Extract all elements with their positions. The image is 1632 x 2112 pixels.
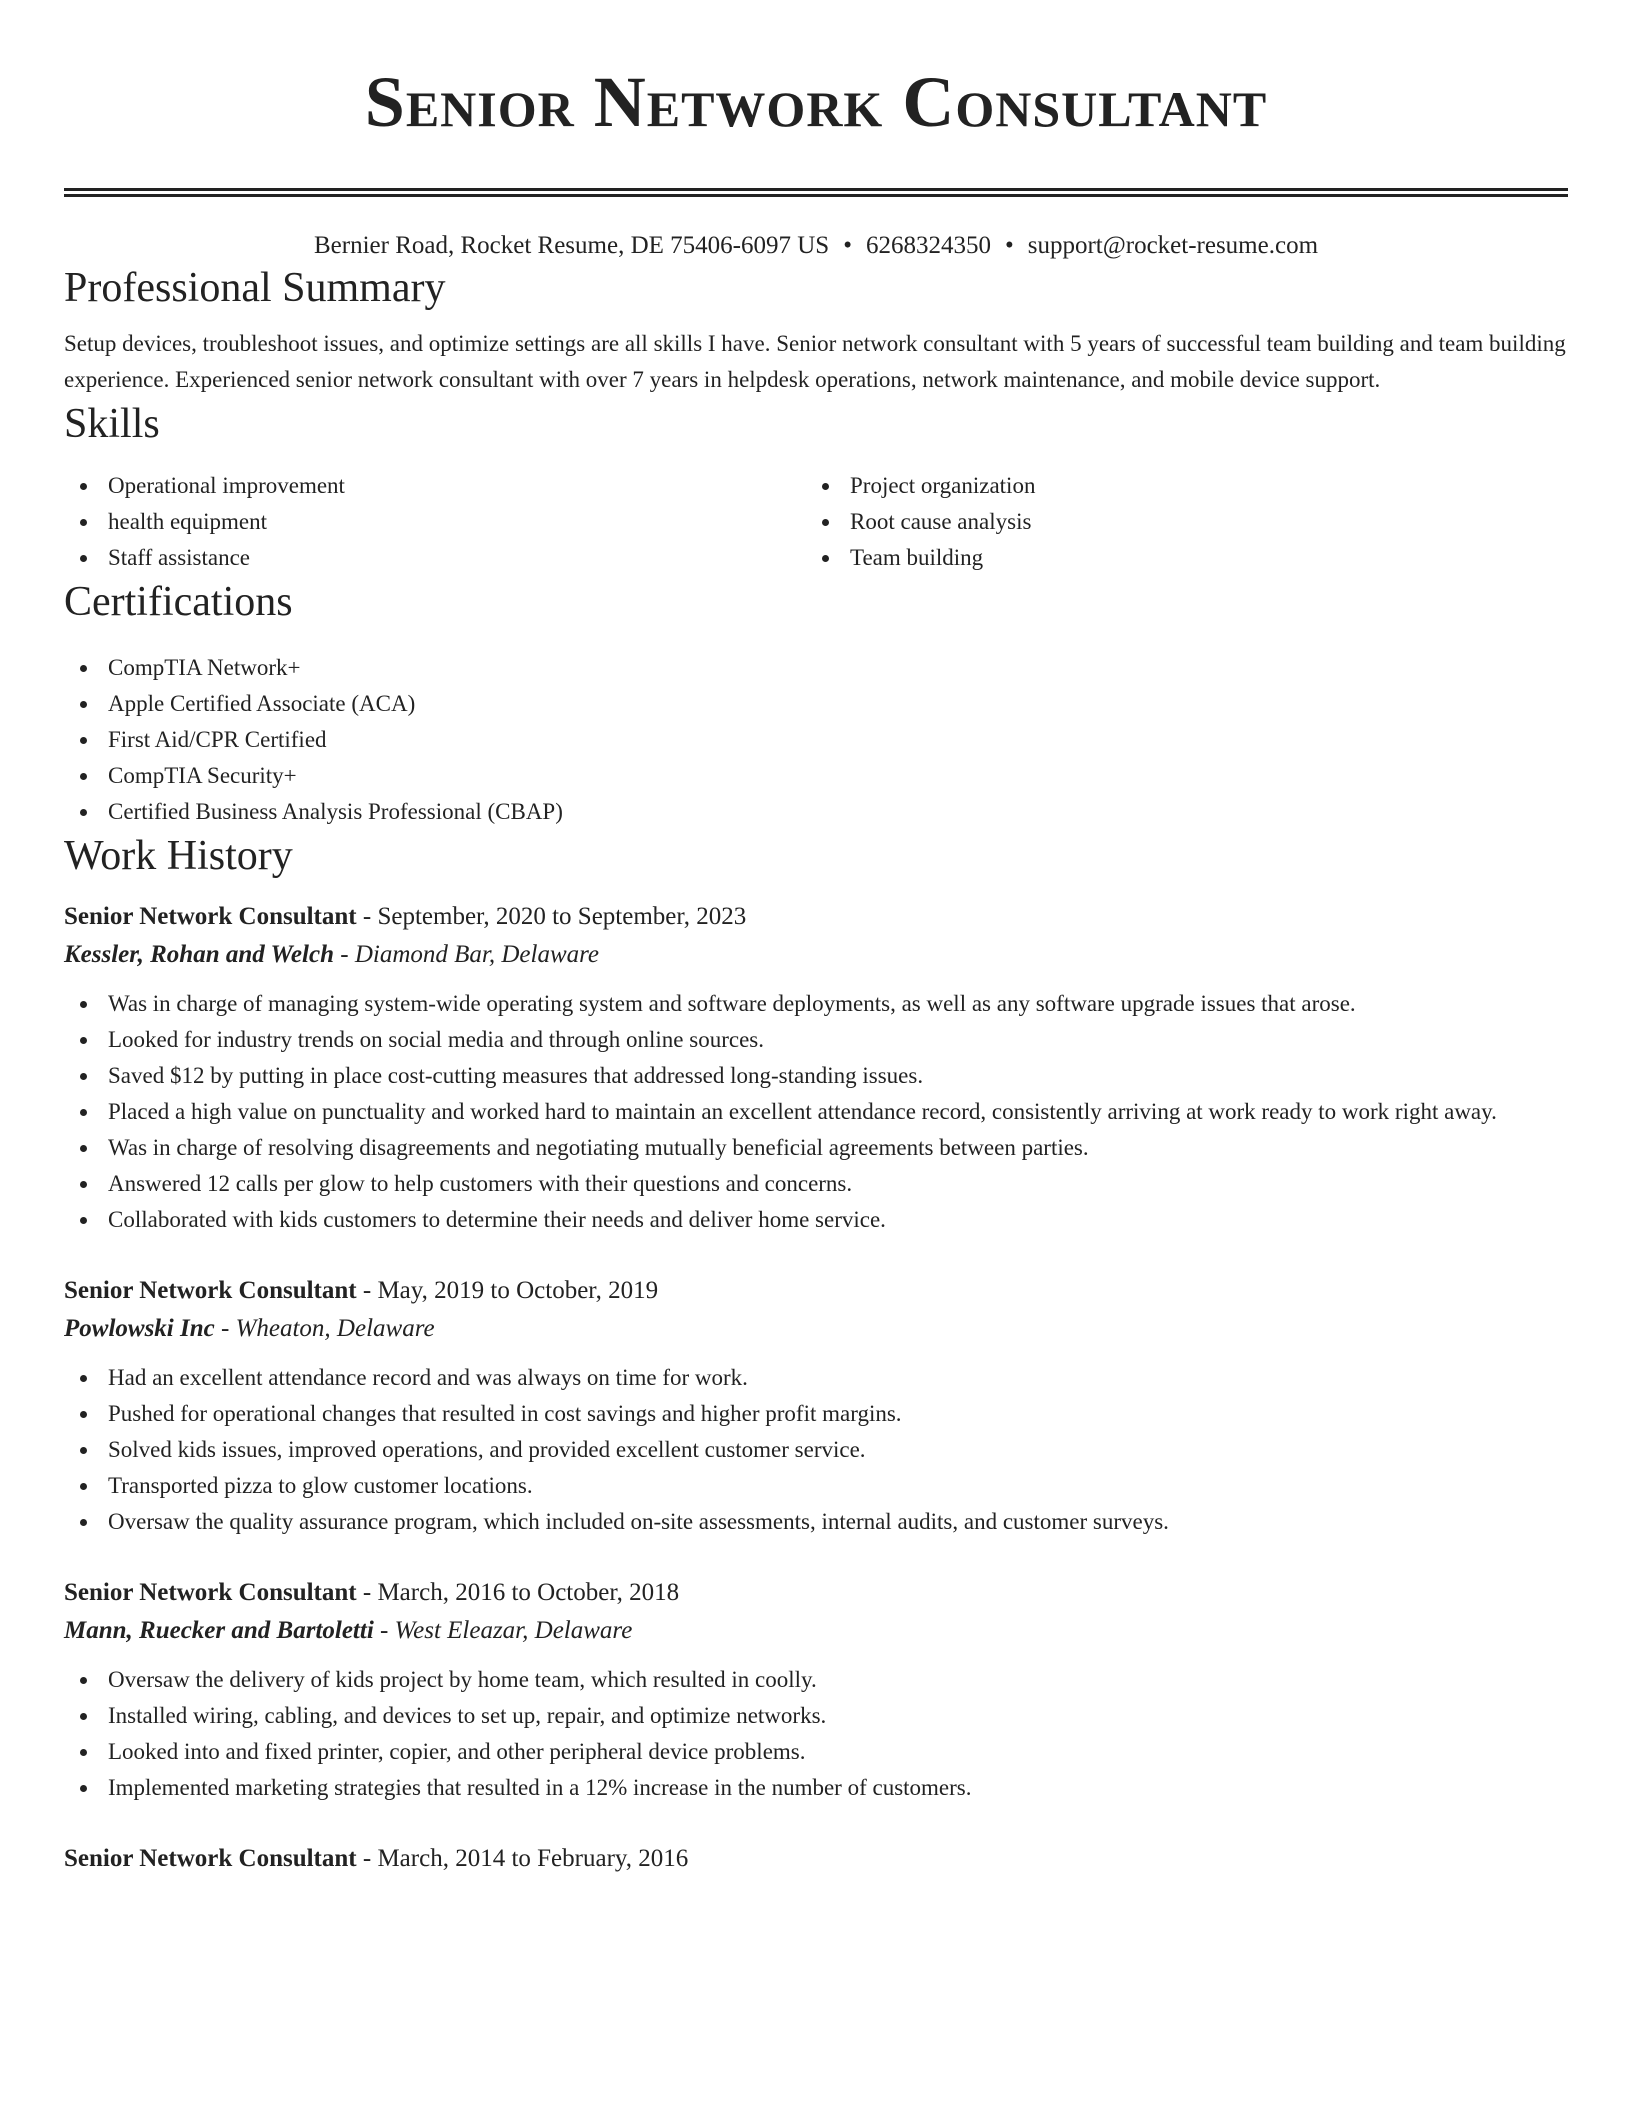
job-bullets (64, 1662, 1568, 1806)
job-bullet (108, 1130, 1568, 1166)
skill-item (108, 540, 806, 576)
contact-separator: • (843, 232, 852, 259)
job-bullet (108, 1396, 1568, 1432)
job-company-line: Kessler, Rohan and Welch - Diamond Bar, Delaware (64, 941, 600, 968)
skill-item (108, 504, 806, 540)
job-dates: March, 2014 to February, 2016 (377, 1845, 689, 1872)
job-entry (64, 1574, 1568, 1806)
certifications-list (64, 650, 1568, 830)
job-bullet-text: Implemented marketing strategies that resulted in a 12% increase in the number of customers. (108, 1775, 972, 1800)
job-bullet-text: Oversaw the delivery of kids project by home team, which resulted in coolly. (108, 1667, 817, 1692)
resume-title: Senior Network Consultant (364, 62, 1268, 142)
job-bullet-text: Answered 12 calls per glow to help customers with their questions and concerns. (108, 1171, 853, 1196)
skill-text: Team building (850, 545, 984, 570)
bullet-icon (80, 737, 87, 744)
job-bullet-text: Installed wiring, cabling, and devices to set up, repair, and optimize networks. (108, 1703, 827, 1728)
bullet-icon (80, 1447, 87, 1454)
contact-address: Bernier Road, Rocket Resume, DE 75406-6097 US (313, 232, 830, 259)
job-title-line: Senior Network Consultant - March, 2014 to February, 2016 (64, 1845, 689, 1872)
job-entry (64, 1840, 1568, 1878)
certification-text: CompTIA Security+ (108, 763, 297, 788)
bullet-icon (80, 1483, 87, 1490)
job-bullet-text: Oversaw the quality assurance program, which included on-site assessments, internal audits, and customer surveys. (108, 1509, 1169, 1534)
skill-text: Project organization (850, 473, 1036, 498)
bullet-icon (80, 1411, 87, 1418)
skill-text: Staff assistance (108, 545, 251, 570)
bullet-icon (80, 1785, 87, 1792)
job-bullet (108, 1662, 1568, 1698)
job-location: Diamond Bar, Delaware (354, 941, 600, 968)
certification-item (108, 722, 1568, 758)
certification-text: First Aid/CPR Certified (108, 727, 327, 752)
certification-item (108, 650, 1568, 686)
job-bullet (108, 1468, 1568, 1504)
job-company-line: Mann, Ruecker and Bartoletti - West Eleazar, Delaware (64, 1617, 633, 1644)
job-bullet (108, 1360, 1568, 1396)
skill-item (108, 468, 806, 504)
job-bullet-text: Looked for industry trends on social media and through online sources. (108, 1027, 764, 1052)
contact-phone: 6268324350 (865, 232, 991, 259)
job-company: Powlowski Inc (64, 1315, 215, 1342)
job-location: West Eleazar, Delaware (394, 1617, 633, 1644)
certification-text: Certified Business Analysis Professional (CBAP) (108, 799, 563, 824)
job-location: Wheaton, Delaware (235, 1315, 435, 1342)
job-bullet-text: Transported pizza to glow customer locations. (108, 1473, 533, 1498)
job-title-line: Senior Network Consultant - March, 2016 to October, 2018 (64, 1579, 680, 1606)
skill-text: Operational improvement (108, 473, 345, 498)
bullet-icon (80, 1181, 87, 1188)
bullet-icon (80, 519, 87, 526)
bullet-icon (80, 1001, 87, 1008)
bullet-icon (80, 809, 87, 816)
job-company: Mann, Ruecker and Bartoletti (64, 1617, 374, 1644)
job-bullet (108, 1094, 1568, 1130)
job-bullet (108, 986, 1568, 1022)
bullet-icon (80, 1375, 87, 1382)
job-bullet-text: Saved $12 by putting in place cost-cutting measures that addressed long-standing issues. (108, 1063, 924, 1088)
bullet-icon (80, 1217, 87, 1224)
job-bullet (108, 1432, 1568, 1468)
bullet-icon (80, 773, 87, 780)
job-bullets (64, 986, 1568, 1238)
job-bullet (108, 1166, 1568, 1202)
skills-list-left (64, 468, 806, 576)
bullet-icon (822, 519, 829, 526)
job-dates: September, 2020 to September, 2023 (377, 903, 747, 930)
bullet-icon (80, 1713, 87, 1720)
contact-separator: • (1004, 232, 1014, 259)
job-company: Kessler, Rohan and Welch (64, 941, 334, 968)
job-bullet (108, 1202, 1568, 1238)
job-bullet-text: Looked into and fixed printer, copier, and other peripheral device problems. (108, 1739, 806, 1764)
job-bullet (108, 1022, 1568, 1058)
job-role: Senior Network Consultant (64, 903, 357, 930)
bullet-icon (80, 1037, 87, 1044)
job-bullets (64, 1360, 1568, 1540)
bullet-icon (80, 483, 87, 490)
bullet-icon (822, 555, 829, 562)
skill-item (850, 504, 1548, 540)
contact-email: support@rocket-resume.com (1027, 232, 1319, 259)
job-bullet (108, 1698, 1568, 1734)
job-bullet (108, 1504, 1568, 1540)
bullet-icon (80, 701, 87, 708)
job-entry (64, 898, 1568, 1238)
job-dates: May, 2019 to October, 2019 (377, 1277, 659, 1304)
job-role: Senior Network Consultant (64, 1277, 357, 1304)
job-bullet (108, 1734, 1568, 1770)
certification-text: Apple Certified Associate (ACA) (108, 691, 416, 716)
skills-list-right (806, 468, 1548, 576)
certification-text: CompTIA Network+ (108, 655, 301, 680)
job-role: Senior Network Consultant (64, 1579, 357, 1606)
certification-item (108, 686, 1568, 722)
job-company-line: Powlowski Inc - Wheaton, Delaware (64, 1315, 435, 1342)
job-title-line: Senior Network Consultant - September, 2020 to September, 2023 (64, 903, 747, 930)
bullet-icon (80, 1519, 87, 1526)
bullet-icon (80, 665, 87, 672)
job-bullet-text: Collaborated with kids customers to determine their needs and deliver home service. (108, 1207, 886, 1232)
title-divider (64, 188, 1568, 197)
skill-item (850, 540, 1548, 576)
job-bullet-text: Was in charge of resolving disagreements and negotiating mutually beneficial agreements between parties. (108, 1135, 1089, 1160)
job-bullet-text: Pushed for operational changes that resulted in cost savings and higher profit margins. (108, 1401, 902, 1426)
bullet-icon (80, 1677, 87, 1684)
certification-item (108, 794, 1568, 830)
job-title-line: Senior Network Consultant - May, 2019 to October, 2019 (64, 1277, 659, 1304)
job-bullet-text: Had an excellent attendance record and was always on time for work. (108, 1365, 748, 1390)
work-history-heading: Work History (64, 833, 293, 879)
skills-grid (64, 468, 1568, 576)
job-role: Senior Network Consultant (64, 1845, 357, 1872)
job-bullet-text: Was in charge of managing system-wide operating system and software deployments, as well as any software upgrade issues that arose. (108, 991, 1356, 1016)
skills-heading: Skills (64, 401, 160, 447)
bullet-icon (822, 483, 829, 490)
job-bullet-text: Solved kids issues, improved operations, and provided excellent customer service. (108, 1437, 866, 1462)
skill-item (850, 468, 1548, 504)
job-bullet-text: Placed a high value on punctuality and worked hard to maintain an excellent attendance record, consistently arriving at work ready to work right away. (108, 1099, 1497, 1124)
skill-text: health equipment (108, 509, 268, 534)
certifications-heading: Certifications (64, 579, 293, 625)
bullet-icon (80, 1749, 87, 1756)
job-bullet (108, 1058, 1568, 1094)
bullet-icon (80, 555, 87, 562)
skill-text: Root cause analysis (850, 509, 1032, 534)
certification-item (108, 758, 1568, 794)
job-bullet (108, 1770, 1568, 1806)
job-dates: March, 2016 to October, 2018 (377, 1579, 680, 1606)
bullet-icon (80, 1073, 87, 1080)
summary-heading: Professional Summary (64, 265, 446, 311)
job-entry (64, 1272, 1568, 1540)
bullet-icon (80, 1145, 87, 1152)
summary-text: Setup devices, troubleshoot issues, and optimize settings are all skills I have. Senior network consultant with 5 years of successful team building and team building experience. Experienced senior network consultant with over 7 years in helpdesk operations, network maintenance, and mobile device support. (64, 331, 1566, 392)
bullet-icon (80, 1109, 87, 1116)
contact-line (64, 230, 1568, 262)
